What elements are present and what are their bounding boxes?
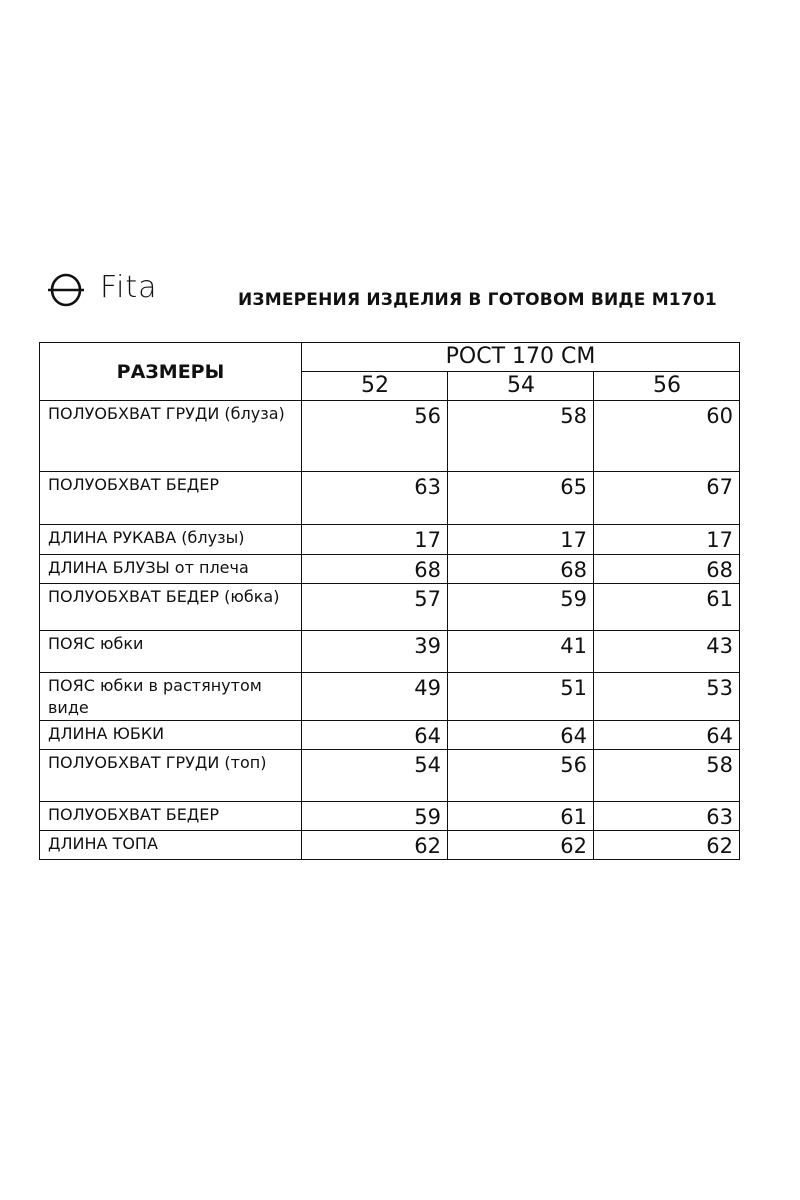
measurement-value: 39 <box>302 631 448 673</box>
size-chart-table <box>39 342 740 860</box>
table-row <box>40 831 740 860</box>
table-row <box>40 750 740 802</box>
measurement-value: 64 <box>594 721 740 750</box>
table-row <box>40 584 740 631</box>
measurement-value: 41 <box>448 631 594 673</box>
measurement-value: 59 <box>448 584 594 631</box>
measurement-label: ПОЛУОБХВАТ ГРУДИ (блуза) <box>40 401 302 472</box>
measurement-value: 17 <box>594 525 740 555</box>
measurement-value: 64 <box>302 721 448 750</box>
measurement-label: ПОЛУОБХВАТ БЕДЕР <box>40 802 302 831</box>
measurement-value: 56 <box>448 750 594 802</box>
measurement-label: ДЛИНА ЮБКИ <box>40 721 302 750</box>
measurement-value: 17 <box>448 525 594 555</box>
measurement-value: 60 <box>594 401 740 472</box>
measurement-value: 65 <box>448 472 594 525</box>
measurement-label: ПОЛУОБХВАТ БЕДЕР (юбка) <box>40 584 302 631</box>
measurement-value: 59 <box>302 802 448 831</box>
size-header: 52 <box>302 372 448 401</box>
measurement-value: 62 <box>302 831 448 860</box>
measurement-value: 62 <box>594 831 740 860</box>
measurement-label: ПОЛУОБХВАТ БЕДЕР <box>40 472 302 525</box>
brand-logo <box>46 268 158 308</box>
measurement-value: 54 <box>302 750 448 802</box>
table-header-row <box>40 343 740 372</box>
measurement-value: 56 <box>302 401 448 472</box>
table-row <box>40 721 740 750</box>
table-row <box>40 472 740 525</box>
measurement-value: 64 <box>448 721 594 750</box>
measurement-value: 58 <box>448 401 594 472</box>
measurement-value: 17 <box>302 525 448 555</box>
measurement-label: ДЛИНА ТОПА <box>40 831 302 860</box>
table-row <box>40 401 740 472</box>
measurement-label: ПОЯС юбки в растянутом виде <box>40 673 302 721</box>
measurement-value: 61 <box>448 802 594 831</box>
measurement-value: 63 <box>594 802 740 831</box>
measurement-value: 49 <box>302 673 448 721</box>
measurement-value: 43 <box>594 631 740 673</box>
measurement-value: 61 <box>594 584 740 631</box>
brand-name: Fita <box>100 270 158 305</box>
measurement-value: 51 <box>448 673 594 721</box>
table-row <box>40 525 740 555</box>
fita-mark-icon <box>46 268 90 308</box>
table-row <box>40 802 740 831</box>
measurement-label: ПОЯС юбки <box>40 631 302 673</box>
measurement-value: 53 <box>594 673 740 721</box>
measurement-value: 68 <box>302 555 448 584</box>
size-header: 54 <box>448 372 594 401</box>
measurement-label: ДЛИНА РУКАВА (блузы) <box>40 525 302 555</box>
measurement-value: 62 <box>448 831 594 860</box>
sizes-header: РАЗМЕРЫ <box>40 343 302 401</box>
height-group-header: РОСТ 170 СМ <box>302 343 740 372</box>
size-header: 56 <box>594 372 740 401</box>
measurement-value: 68 <box>448 555 594 584</box>
table-row <box>40 673 740 721</box>
table-row <box>40 555 740 584</box>
measurement-value: 63 <box>302 472 448 525</box>
table-row <box>40 631 740 673</box>
page-title: ИЗМЕРЕНИЯ ИЗДЕЛИЯ В ГОТОВОМ ВИДЕ М1701 <box>238 290 717 310</box>
measurement-value: 68 <box>594 555 740 584</box>
measurement-label: ДЛИНА БЛУЗЫ от плеча <box>40 555 302 584</box>
measurement-label: ПОЛУОБХВАТ ГРУДИ (топ) <box>40 750 302 802</box>
measurement-value: 57 <box>302 584 448 631</box>
document-header <box>46 268 726 318</box>
measurement-value: 58 <box>594 750 740 802</box>
measurement-value: 67 <box>594 472 740 525</box>
